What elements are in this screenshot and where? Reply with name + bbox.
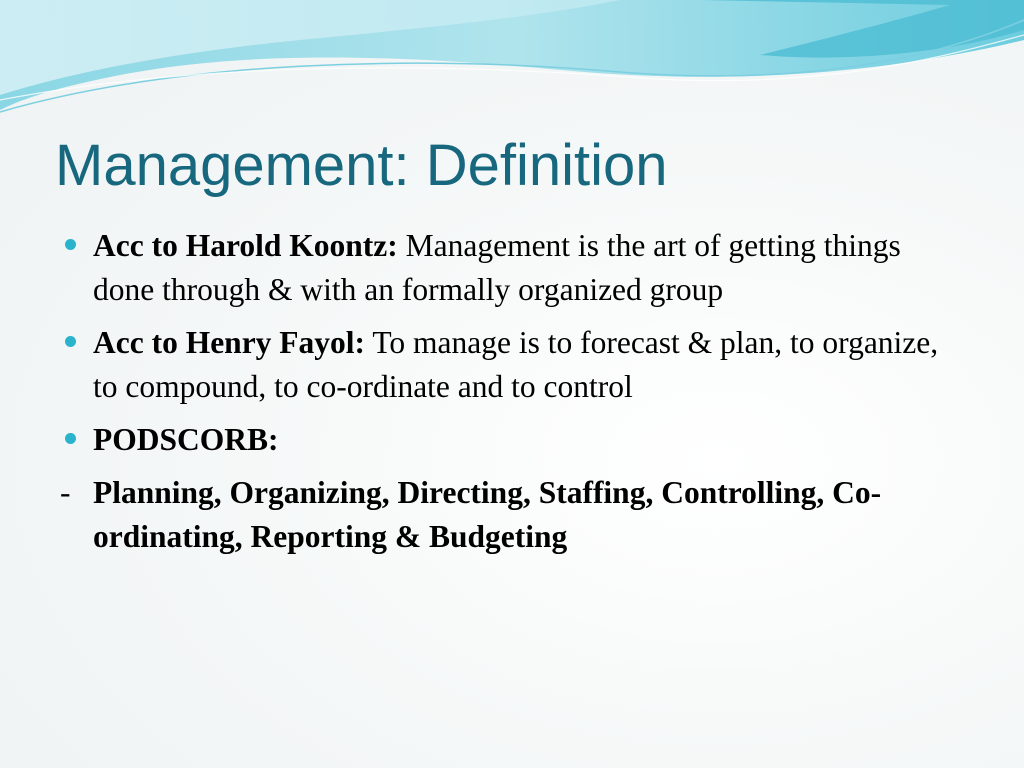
bullet-dot-icon: [65, 336, 76, 347]
podscorb-items: Planning, Organizing, Directing, Staffing, Controlling, Co-ordinating, Reporting & Budgeting: [93, 475, 882, 554]
header-wave-decoration: [0, 0, 1024, 130]
bullet-item: [60, 321, 965, 409]
bullet-item: [60, 418, 965, 462]
bullet-item: [60, 224, 965, 312]
bullet-heading: Acc to Harold Koontz:: [93, 228, 398, 263]
bullet-dot-icon: [65, 239, 76, 250]
dash-marker: -: [60, 475, 71, 510]
slide-title: Management: Definition: [55, 133, 668, 198]
bullet-text: Management is the art of getting things done through & with an formally organized group: [93, 228, 901, 307]
bullet-dot-icon: [65, 433, 76, 444]
slide-content: [60, 224, 965, 559]
bullet-text: To manage is to forecast & plan, to organize, to compound, to co-ordinate and to control: [93, 325, 939, 404]
bullet-heading: Acc to Henry Fayol:: [93, 325, 366, 360]
podscorb-list: [60, 471, 965, 559]
bullet-heading: PODSCORB:: [93, 422, 279, 457]
